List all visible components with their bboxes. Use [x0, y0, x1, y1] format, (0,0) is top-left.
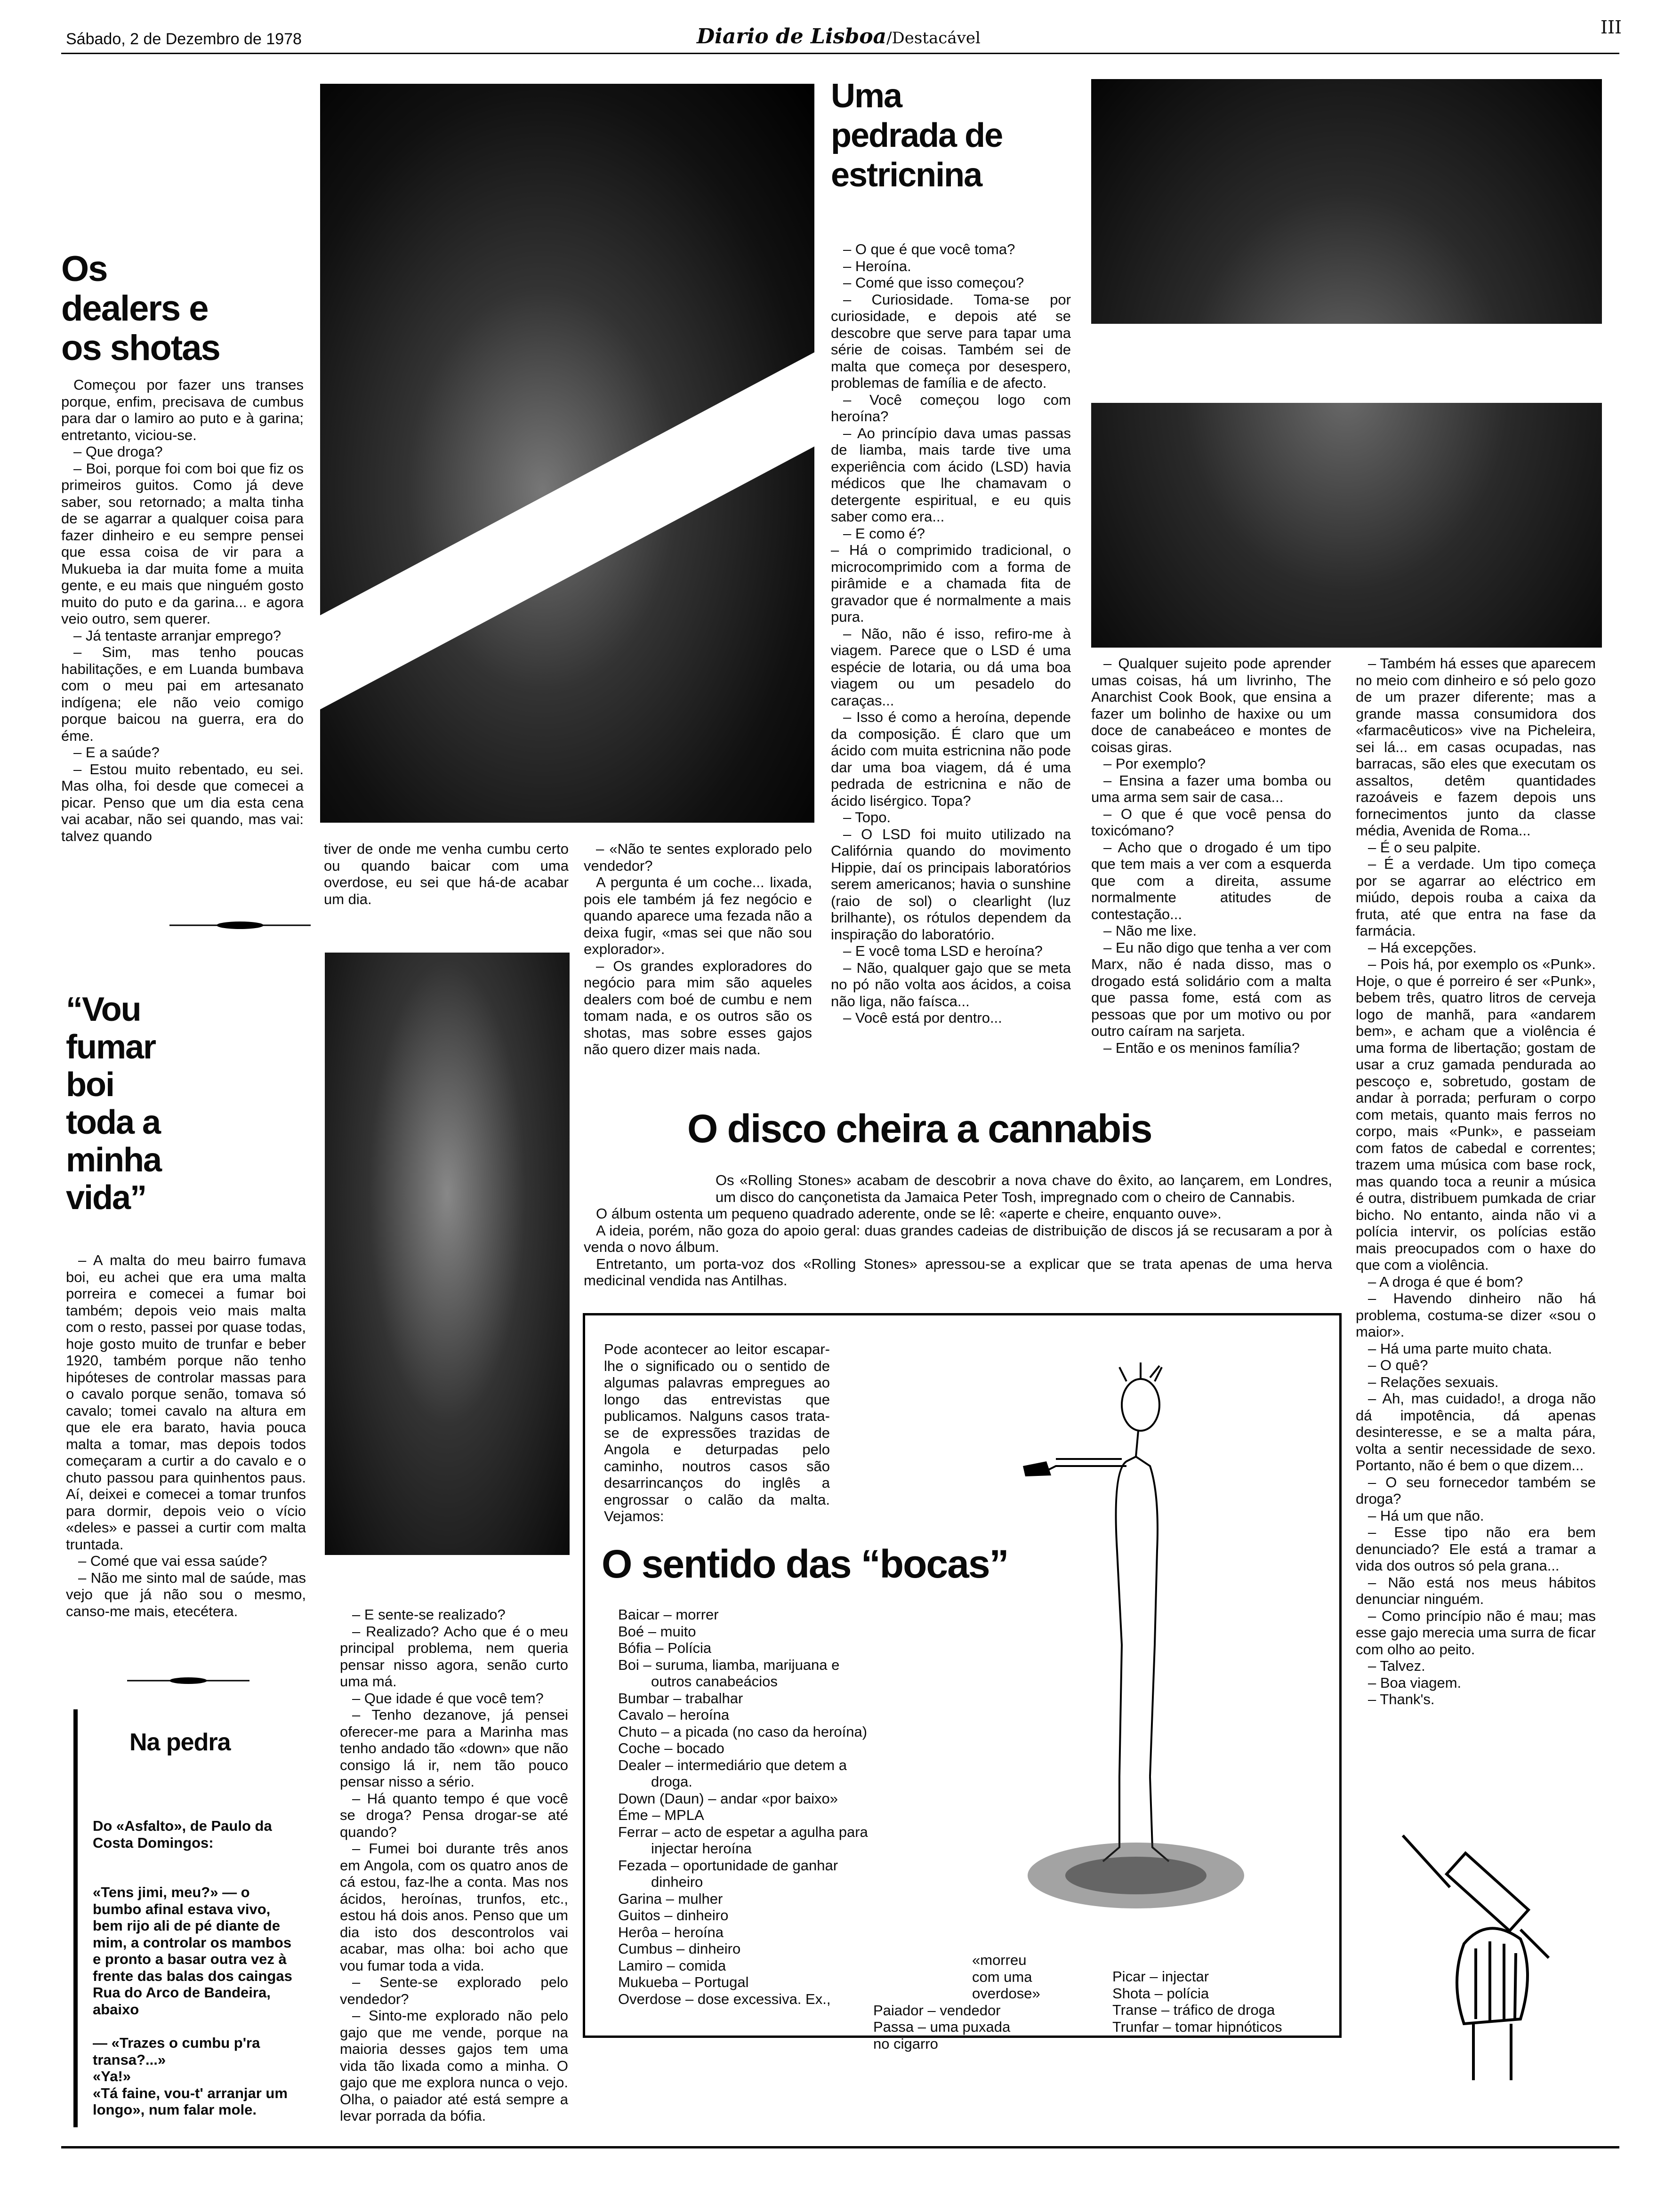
- gloss-entry: Dealer – intermediário que detem a droga.: [618, 1756, 847, 1790]
- paragraph: – Há um que não.: [1368, 1507, 1484, 1524]
- paragraph: – Tenho dezanove, já pensei oferecer-me para a Marinha mas tenho andado tão «down» que não consigo lá ir, nem tão pouco pensar nisso a sério.: [340, 1707, 568, 1790]
- gloss-entry: Guitos – dinheiro: [618, 1907, 729, 1923]
- paragraph: – Os grandes exploradores do negócio para mim são aqueles dealers com boé de cumbu e nem tomam nada, e os outros são os shotas, mas sobre esses gajos não quero dizer mais nada.: [584, 957, 812, 1058]
- disco-headline: O disco cheira a cannabis: [687, 1106, 1152, 1151]
- paragraph: – Há quanto tempo é que você se droga? Pensa drogar-se até quando?: [340, 1790, 568, 1840]
- bocas-gloss-mid: [873, 1952, 1040, 2052]
- gloss-entry: Bófia – Polícia: [618, 1640, 712, 1656]
- paragraph: – Também há esses que aparecem no meio com dinheiro e só pelo gozo de um prazer diferente; mas a grande massa consumidora dos «farmacêuticos» vive na Picheleira, sei lá... em casas ocupadas, nas barracas, são eles que executam os assaltos, detêm quantidades razoáveis e fazem depois uns fornecimentos junto da classe média, Avenida de Roma...: [1356, 655, 1596, 839]
- paragraph: – Pois há, por exemplo os «Punk». Hoje, o que é porreiro é ser «Punk», bebem três, quatro litros de cerveja logo de manhã, para «andarem bem», e acham que a violência é uma forma de libertação; gostam de usar a cruz gamada pendurada ao pescoço e, sobretudo, gostam de andar à porrada; perfuram o corpo com metais, quanto mais ferros no corpo, mais «Punk», e passeiam com fatos de cabedal e correntes; trazem uma música com base rock, mas quando toca a reunir a música é outra, distribuem pumkada de criar bicho. No entanto, ainda não vi a polícia intervir, os polícias estão mais preocupados com o haxe do que com a violência.: [1356, 956, 1596, 1273]
- paragraph: – E sente-se realizado?: [352, 1606, 506, 1623]
- gloss-entry: Baicar – morrer: [618, 1606, 719, 1623]
- gloss-entry: Shota – polícia: [1112, 1985, 1209, 2002]
- gloss-entry: Garina – mulher: [618, 1890, 723, 1907]
- paragraph: – Talvez.: [1368, 1658, 1425, 1674]
- gloss-entry: Cumbus – dinheiro: [618, 1940, 741, 1957]
- na-pedra-source: Do «Asfalto», de Paulo da Costa Domingos:: [93, 1818, 272, 1851]
- paragraph: – É a verdade. Um tipo começa por se agarrar ao eléctrico em miúdo, depois rouba a caixa da fruta, até que entra na fase da farmácia.: [1356, 856, 1596, 939]
- paragraph: – Que droga?: [73, 443, 163, 460]
- footer-rule: [61, 2146, 1619, 2148]
- pedrada-article-cont: [1091, 655, 1331, 1056]
- paragraph: – O que é que você pensa do toxicómano?: [1091, 805, 1331, 839]
- paragraph: – Acho que o drogado é um tipo que tem mais a ver com a esquerda que com a direita, assume normalmente atitudes de contestação...: [1091, 839, 1331, 922]
- ornament-divider-2: [127, 1675, 249, 1686]
- ornament-divider-1: [169, 920, 311, 930]
- gloss-entry: «morreu com uma overdose»: [972, 1952, 1040, 2002]
- paragraph: – Há excepções.: [1368, 939, 1477, 956]
- gloss-entry: Down (Daun) – andar «por baixo»: [618, 1790, 838, 1807]
- bocas-box: [583, 1313, 1342, 2052]
- dealers-article-cont-b: [584, 841, 812, 1058]
- vou-fumar-headline: “Vou fumar boi toda a minha vida”: [66, 991, 161, 1217]
- paragraph: – Esse tipo não era bem denunciado? Ele está a tramar a vida dos outros só pela grana...: [1356, 1524, 1596, 1574]
- photo-1-censor-bar: [320, 84, 814, 823]
- paragraph: A ideia, porém, não goza do apoio geral: duas grandes cadeias de distribuição de discos já se recusaram a por à venda o novo álbum.: [584, 1222, 1332, 1255]
- paragraph: – Comé que isso começou?: [843, 274, 1024, 291]
- paragraph: – Boa viagem.: [1368, 1674, 1462, 1691]
- paragraph: tiver de onde me venha cumbu certo ou quando baicar com uma overdose, eu sei que há-de acabar um dia.: [324, 841, 569, 907]
- paragraph: – Realizado? Acho que é o meu principal problema, nem queria pensar nisso agora, senão curto uma má.: [340, 1623, 568, 1690]
- vou-fumar-article: [66, 1252, 306, 1619]
- gloss-entry: Trunfar – tomar hipnóticos: [1112, 2018, 1282, 2035]
- bocas-gloss-left: [618, 1606, 872, 2007]
- paragraph: – Eu não digo que tenha a ver com Marx, não é nada disso, mas o drogado está solidário com a malta que passa fome, está com as pessoas que por um motivo ou por outro caíram na sarjeta.: [1091, 939, 1331, 1039]
- paragraph: – Heroína.: [843, 257, 911, 274]
- gloss-entry: Transe – tráfico de droga: [1112, 2002, 1275, 2018]
- na-pedra-box: [73, 1709, 307, 2127]
- na-pedra-body: [93, 1818, 300, 2118]
- paragraph: – A malta do meu bairro fumava boi, eu achei que era uma malta porreira e comecei a fumar boi também; depois veio mais malta com o resto, passei por quase todas, hoje gosto muito de trunfar e beber 1920, também porque não tenho hipóteses de controlar massas para o cavalo porque senão, tomava só cavalo; tomei cavalo na altura em que ele era barato, havia pouca malta a tomar, mas depois todos começaram a curtir a do cavalo e o chuto passou para quinhentos paus. Aí, deixei e comecei a tomar trunfos para dormir, depois veio o vício «deles» e passei a curtir com malta truntada.: [66, 1252, 306, 1553]
- paragraph: – É o seu palpite.: [1368, 839, 1481, 856]
- paragraph: – Não me sinto mal de saúde, mas vejo que já não sou o mesmo, canso-me mais, etecétera.: [66, 1569, 306, 1619]
- masthead: [697, 24, 981, 48]
- pedrada-headline: Uma pedrada de estricnina: [831, 77, 1003, 194]
- paragraph: Começou por fazer uns transes porque, enfim, precisava de cumbus para dar o lamiro ao puto e à garina; entretanto, viciou-se.: [61, 377, 304, 443]
- paragraph: – Topo.: [843, 809, 891, 825]
- disco-article: [584, 1172, 1332, 1289]
- gloss-entry: Paiador – vendedor: [873, 2002, 1001, 2019]
- paragraph: – O quê?: [1368, 1357, 1428, 1373]
- bocas-gloss-right: [1112, 1968, 1329, 2035]
- paragraph: – Sinto-me explorado não pelo gajo que me vende, porque na maioria desses gajos tem uma vida tão lixada como a minha. O gajo que me explora nunca o vejo. Olha, o paiador até está sempre a levar porrada da bófia.: [340, 2007, 568, 2124]
- paragraph: – Por exemplo?: [1103, 755, 1206, 772]
- gloss-entry: Éme – MPLA: [618, 1807, 704, 1823]
- paragraph: – Ao princípio dava umas passas de liamba, mais tarde tive uma experiência com ácido (LSD) havia médicos que lhe chamavam o detergente espiritual, e eu quis saber como era...: [831, 425, 1071, 525]
- paragraph: Os «Rolling Stones» acabam de descobrir a nova chave do êxito, ao lançarem, em Londres, um disco do cançonetista da Jamaica Peter Tosh, impregnado com o cheiro de Cannabis.: [716, 1172, 1332, 1205]
- paragraph: «Tens jimi, meu?» — o bumbo afinal estava vivo, bem rijo ali de pé diante de mim, a controlar os mambos e pronto a basar outra vez à frente das balas dos caingas Rua do Arco de Bandeira, abaixo: [93, 1884, 292, 2018]
- paragraph: – Ensina a fazer uma bomba ou uma arma sem sair de casa...: [1091, 772, 1331, 805]
- na-pedra-title: Na pedra: [129, 1729, 231, 1756]
- paragraph: – E a saúde?: [73, 744, 160, 761]
- paragraph: – E como é?: [843, 525, 925, 542]
- dealers-article-cont-a: [324, 841, 569, 907]
- paragraph: – «Não te sentes explorado pelo vendedor?: [584, 841, 812, 874]
- paragraph: – Qualquer sujeito pode aprender umas coisas, há um livrinho, The Anarchist Cook Book, que ensina a fazer um bolinho de haxixe ou um doce de canabeáceo e montes de coisas giras.: [1091, 655, 1331, 755]
- paragraph: – Isso é como a heroína, depende da composição. É claro que um ácido com muita estricnina não pode dar uma boa viagem, dá é uma pedrada de estricnina e não de ácido lisérgico. Topa?: [831, 709, 1071, 809]
- bocas-intro: Pode acontecer ao leitor escapar-lhe o significado ou o sentido de algumas palavras empregues ao longo das entrevistas que publicamos. Nalguns casos trata-se de expressões trazidas de Angola e deturpadas pelo caminho, noutros casos são desarrincanços do inglês a engrossar o calão da malta. Vejamos:: [604, 1341, 830, 1524]
- paragraph: – A droga é que é bom?: [1368, 1273, 1523, 1290]
- paragraph: – Sim, mas tenho poucas habilitações, e em Luanda bumbava com o meu pai em artesanato indígena; ele não veio comigo porque baicou na guerra, era do éme.: [61, 644, 304, 744]
- pointing-figure-illustration: [905, 1353, 1301, 1941]
- section-label: /Destacável: [886, 29, 981, 48]
- bocas-headline: O sentido das “bocas”: [602, 1542, 1008, 1586]
- photo-man-smoking: [325, 953, 570, 1555]
- paragraph: – Comé que vai essa saúde?: [78, 1553, 267, 1569]
- masthead-title: Diario de Lisboa: [697, 24, 887, 48]
- gloss-entry: Bumbar – trabalhar: [618, 1690, 743, 1707]
- photo-3-censor-bar: [1091, 324, 1602, 403]
- page-number: III: [1601, 17, 1622, 38]
- syringe-skeleton-hand-illustration: [1393, 1821, 1591, 2085]
- gloss-entry: Herôa – heroína: [618, 1923, 724, 1940]
- gloss-entry: Lamiro – comida: [618, 1957, 726, 1974]
- pedrada-article-cont-2: [1356, 655, 1596, 1708]
- paragraph: «Ya!»: [93, 2068, 131, 2084]
- photo-man-eyes-covered-1: [320, 84, 814, 823]
- paragraph: – O LSD foi muito utilizado na Califórnia quando do movimento Hippie, daí os principais laboratórios serem americanos; havia o sunshine (raio de sol) o clearlight (luz brilhante), os rótulos dependem da inspiração do laboratório.: [831, 825, 1071, 943]
- paragraph: – Estou muito rebentado, eu sei. Mas olha, foi desde que comecei a picar. Penso que um dia esta cena vai acabar, não sei quando, mas vai: talvez quando: [61, 761, 304, 844]
- paragraph: – Você começou logo com heroína?: [831, 391, 1071, 425]
- header-rule: [61, 53, 1619, 54]
- pedrada-article: [831, 241, 1071, 1026]
- paragraph: – Você está por dentro...: [843, 1010, 1002, 1026]
- vou-fumar-article-cont: [340, 1606, 568, 2124]
- gloss-entry: Cavalo – heroína: [618, 1707, 730, 1723]
- paragraph: – Boi, porque foi com boi que fiz os primeiros guitos. Como já deve saber, sou retornado; a malta tinha de se agarrar a qualquer coisa para fazer dinheiro e eu sempre pensei que essa coisa de vir para a Mukueba ia dar muita fome a muita gente, e eu mais que ninguém gosto muito do puto e da garina... e agora veio outro, sem querer.: [61, 460, 304, 627]
- paragraph: – Não está nos meus hábitos denunciar ninguém.: [1356, 1574, 1596, 1607]
- paragraph: O álbum ostenta um pequeno quadrado aderente, onde se lê: «aperte e cheire, enquanto ouve».: [596, 1205, 1222, 1222]
- paragraph: – Que idade é que você tem?: [352, 1690, 544, 1707]
- paragraph: – Já tentaste arranjar emprego?: [73, 627, 282, 644]
- paragraph: A pergunta é um coche... lixada, pois ele também já fez negócio e quando aparece uma fezada não a deixa fugir, «mas sei que não sou explorador».: [584, 874, 812, 957]
- paragraph: – O seu fornecedor também se droga?: [1356, 1474, 1596, 1507]
- gloss-entry: Boi – suruma, liamba, marijuana e outros canabeácios: [618, 1656, 840, 1690]
- paragraph: – Sente-se explorado pelo vendedor?: [340, 1974, 568, 2007]
- paragraph: – Não me lixe.: [1103, 922, 1197, 939]
- paragraph: – Então e os meninos família?: [1103, 1039, 1300, 1056]
- paragraph: – E você toma LSD e heroína?: [843, 943, 1043, 959]
- gloss-entry: Passa – uma puxada no cigarro: [873, 2019, 1011, 2052]
- gloss-entry: Boé – muito: [618, 1623, 696, 1640]
- gloss-entry: Coche – bocado: [618, 1740, 724, 1756]
- gloss-entry: Chuto – a picada (no caso da heroína): [618, 1723, 868, 1740]
- gloss-entry: Mukueba – Portugal: [618, 1974, 749, 1990]
- gloss-entry: Overdose – dose excessiva. Ex.,: [618, 1990, 831, 2007]
- paragraph: – Há uma parte muito chata.: [1368, 1340, 1552, 1357]
- paragraph: Entretanto, um porta-voz dos «Rolling Stones» apressou-se a explicar que se trata apenas de uma herva medicinal vendida nas Antilhas.: [584, 1255, 1332, 1289]
- paragraph: – Relações sexuais.: [1368, 1373, 1499, 1390]
- dealers-article: [61, 377, 304, 844]
- paragraph: – Como princípio não é mau; mas esse gajo merecia uma surra de ficar com olho ao peito.: [1356, 1607, 1596, 1658]
- paragraph: – Curiosidade. Toma-se por curiosidade, e depois até se descobre que serve para tapar uma série de coisas. Também sei de malta que começa por desespero, problemas de família e de afecto.: [831, 291, 1071, 391]
- paragraph: – Não, qualquer gajo que se meta no pó não volta aos ácidos, a coisa não liga, não faísca...: [831, 959, 1071, 1010]
- issue-date: Sábado, 2 de Dezembro de 1978: [66, 30, 302, 48]
- photo-man-eyes-covered-2: [1091, 79, 1602, 648]
- paragraph: – Não, não é isso, refiro-me à viagem. Parece que o LSD é uma espécie de lotaria, ou dá uma boa viagem ou um pesadelo do caraças...: [831, 625, 1071, 709]
- dealers-headline: Os dealers e os shotas: [61, 249, 220, 368]
- gloss-entry: Fezada – oportunidade de ganhar dinheiro: [618, 1857, 838, 1890]
- paragraph: – Ah, mas cuidado!, a droga não dá impotência, dá apenas desinteresse, e se a malta pára, volta a sentir necessidade de sexo. Portanto, não é bem o que dizem...: [1356, 1390, 1596, 1474]
- paragraph: «Tá faine, vou-t' arranjar um longo», num falar mole.: [93, 2084, 288, 2118]
- paragraph: – O que é que você toma?: [843, 241, 1015, 257]
- gloss-entry: Ferrar – acto de espetar a agulha para injectar heroína: [618, 1823, 868, 1857]
- paragraph: – Thank's.: [1368, 1691, 1435, 1707]
- gloss-entry: Picar – injectar: [1112, 1968, 1209, 1985]
- paragraph: – Havendo dinheiro não há problema, costuma-se dizer «sou o maior».: [1356, 1290, 1596, 1340]
- paragraph: — «Trazes o cumbu p'ra transa?...»: [93, 2035, 260, 2068]
- paragraph: – Fumei boi durante três anos em Angola, com os quatro anos de cá estou, faz-lhe a conta. Mas nos ácidos, heroínas, trunfos, etc., estou há dois anos. Penso que um dia isto dos descontrolos vai acabar, mas olha: boi acho que vou fumar toda a vida.: [340, 1840, 568, 1974]
- paragraph: – Há o comprimido tradicional, o microcomprimido com a forma de pirâmide e a chamada fita de gravador que é normalmente a mais pura.: [831, 542, 1071, 625]
